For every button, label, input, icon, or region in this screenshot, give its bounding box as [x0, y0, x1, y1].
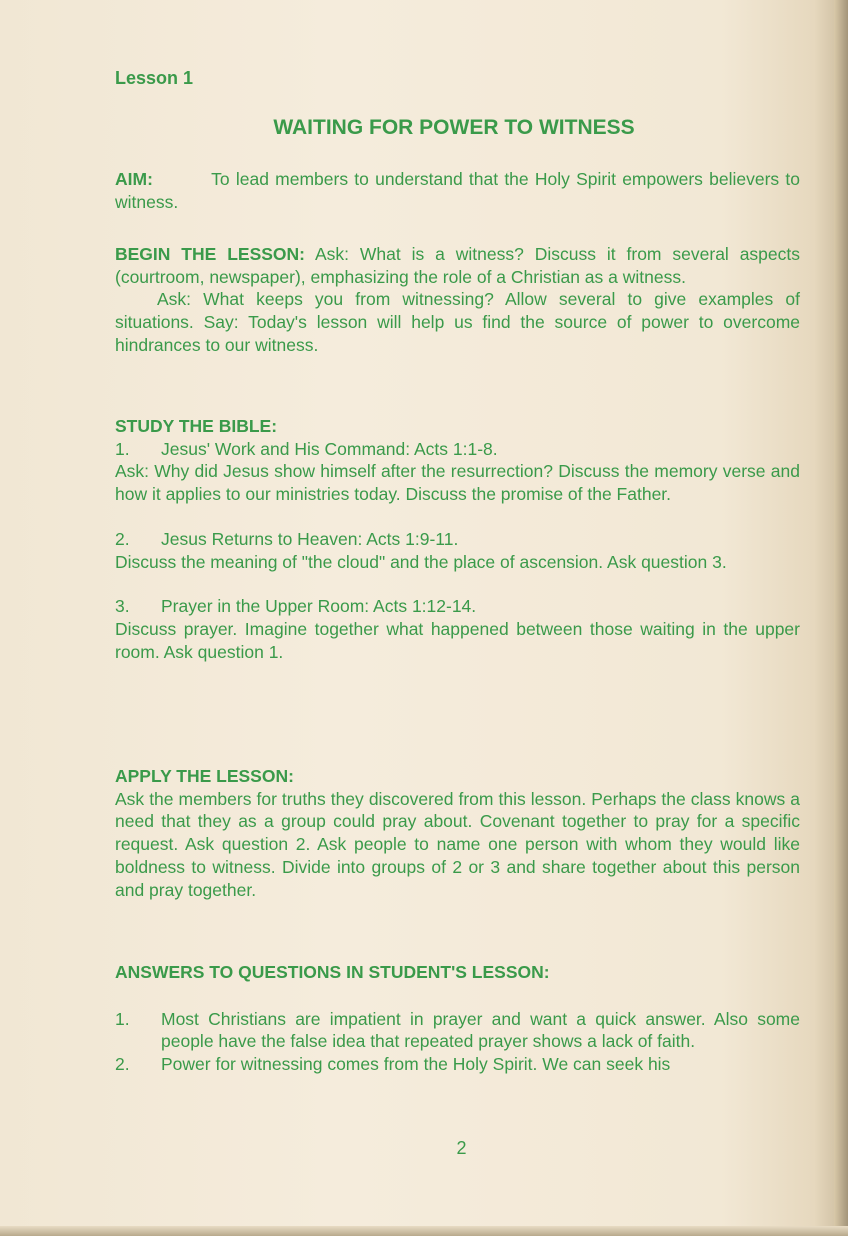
answers-section [115, 961, 800, 1076]
answers-label: ANSWERS TO QUESTIONS IN STUDENT'S LESSON: [115, 962, 550, 982]
begin-section [115, 243, 800, 357]
begin-label: BEGIN THE LESSON: [115, 244, 305, 264]
answer-item [115, 1008, 800, 1053]
study-item-number: 1. [115, 438, 130, 459]
study-item-text: Discuss prayer. Imagine together what happened between those waiting in the upper room. Ask question 1. [115, 618, 800, 662]
page-edge [834, 0, 848, 1236]
aim-text: To lead members to understand that the Holy Spirit empowers believers to witness. [115, 169, 800, 212]
page-bottom-edge [0, 1226, 848, 1236]
study-item-text: Ask: Why did Jesus show himself after the resurrection? Discuss the memory verse and how it applies to our ministries today. Discuss the promise of the Father. [115, 461, 800, 505]
study-item-heading: Prayer in the Upper Room: Acts 1:12-14. [161, 596, 477, 617]
study-item-text: Discuss the meaning of "the cloud" and the place of ascension. Ask question 3. [115, 551, 727, 572]
study-section [115, 415, 800, 663]
aim-label: AIM: [115, 169, 153, 189]
apply-text: Ask the members for truths they discovered from this lesson. Perhaps the class knows a need that they as a group could pray about. Covenant together to pray for a specific request. Ask question 2. Ask people to name one person with whom they would like boldness to witness. Divide into groups of 2 or 3 and share together about this person and pray together. [115, 788, 800, 900]
apply-label: APPLY THE LESSON: [115, 766, 294, 786]
apply-section [115, 765, 800, 901]
aim-section [115, 168, 800, 213]
answer-number: 1. [115, 1008, 130, 1029]
answer-text: Most Christians are impatient in prayer and want a quick answer. Also some people have the false idea that repeated prayer shows a lack of faith. [161, 1008, 800, 1052]
study-item [115, 438, 800, 506]
lesson-label: Lesson 1 [115, 68, 194, 88]
study-item-number: 2. [115, 528, 130, 549]
begin-paragraph-2: Ask: What keeps you from witnessing? Allow several to give examples of situations. Say: Today's lesson will help us find the source of power to overcome hindrances to our witness. [115, 289, 800, 355]
study-item-heading: Jesus' Work and His Command: Acts 1:1-8. [161, 438, 498, 459]
study-item [115, 595, 800, 663]
begin-text: Ask: What is a witness? Discuss it from several aspects (courtroom, newspaper), emphasizing the role of a Christian as a witness. [115, 244, 801, 287]
study-label: STUDY THE BIBLE: [115, 416, 278, 436]
answer-number: 2. [115, 1054, 130, 1075]
answer-item [115, 1053, 800, 1076]
answer-text: Power for witnessing comes from the Holy Spirit. We can seek his [161, 1054, 671, 1075]
page-title: WAITING FOR POWER TO WITNESS [273, 116, 635, 139]
page-number: 2 [456, 1138, 467, 1158]
study-item-heading: Jesus Returns to Heaven: Acts 1:9-11. [161, 528, 459, 549]
study-item-number: 3. [115, 596, 130, 617]
study-item [115, 528, 800, 573]
